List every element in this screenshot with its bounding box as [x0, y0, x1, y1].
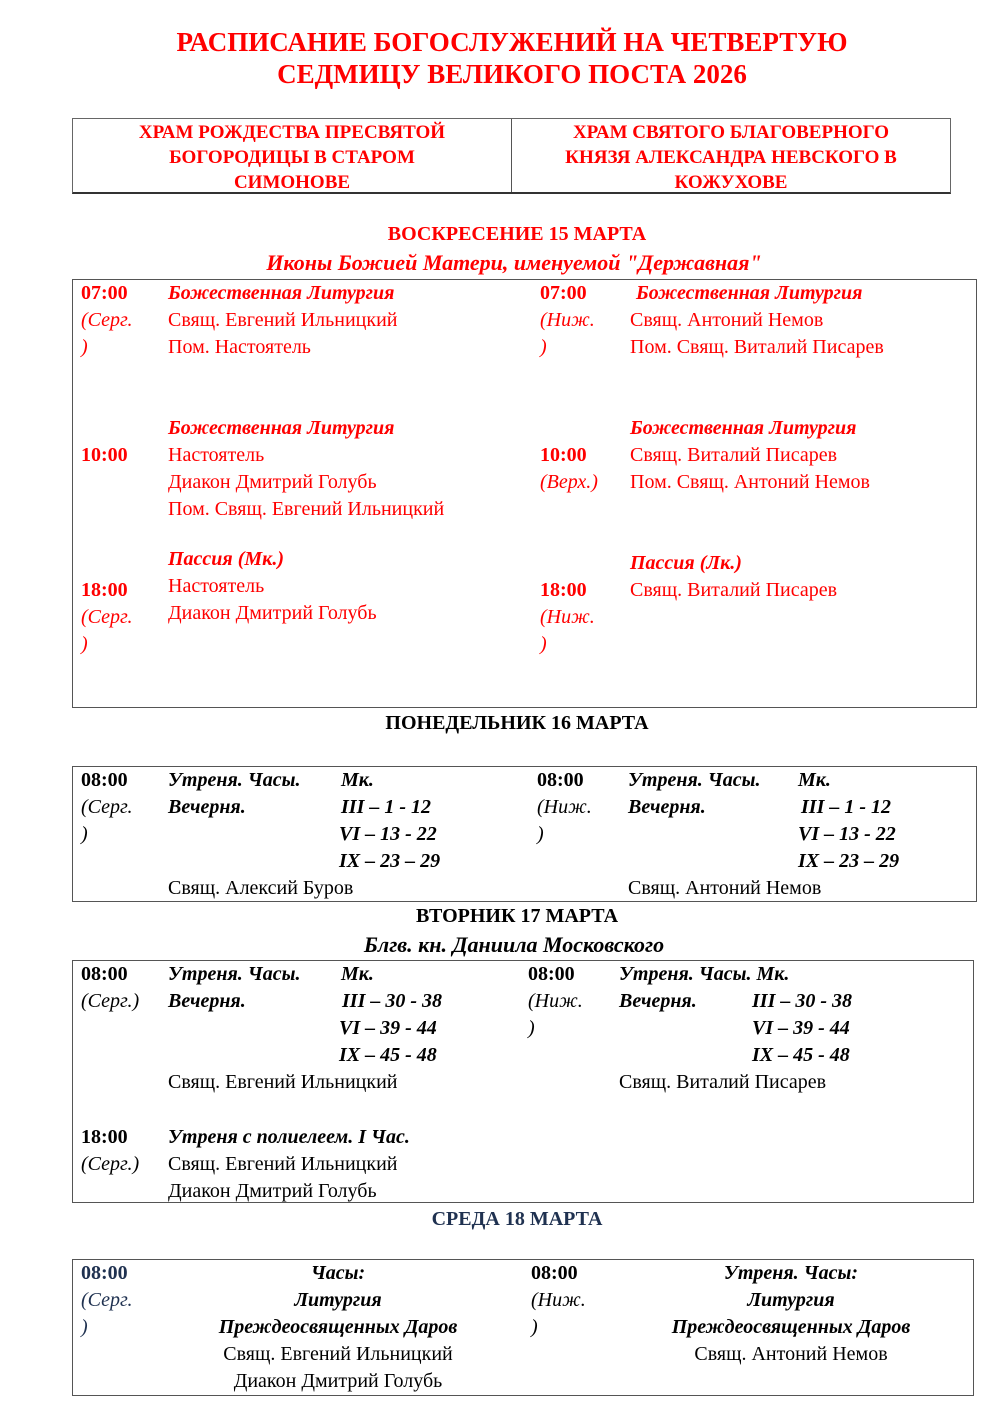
- temple-nativity-simonovo: [73, 119, 511, 192]
- service-location: (Ниж.: [537, 796, 592, 818]
- title-line-2: СЕДМИЦУ ВЕЛИКОГО ПОСТА 2026: [277, 59, 747, 89]
- service-time: 18:00: [81, 1126, 128, 1148]
- service-time: 08:00: [81, 963, 128, 985]
- service-name: Утреня. Часы. Мк.: [619, 963, 790, 985]
- clergy: Диакон Дмитрий Голубь: [168, 471, 377, 493]
- service-name: Пассия (Мк.): [168, 548, 284, 570]
- service-time: 08:00: [81, 769, 128, 791]
- day-heading-wednesday: СРЕДА 18 МАРТА: [431, 1208, 603, 1230]
- temple-alexander-nevsky-kozhukhovo: [511, 119, 950, 192]
- service-entry: [630, 550, 837, 604]
- service-name: Преждеосвященных Даров: [671, 1316, 911, 1338]
- day-heading-sunday: ВОСКРЕСЕНИЕ 15 МАРТА: [387, 223, 647, 245]
- temple-name-line: СИМОНОВЕ: [233, 172, 351, 193]
- clergy: Пом. Свящ. Евгений Ильницкий: [168, 498, 445, 520]
- clergy: Свящ. Алексий Буров: [168, 877, 354, 899]
- clergy: Свящ. Антоний Немов: [694, 1343, 888, 1365]
- service-time: 18:00: [540, 579, 587, 601]
- service-location: (Ниж.: [531, 1289, 586, 1311]
- service-name: Утреня. Часы.: [168, 963, 301, 985]
- service-location-end: ): [81, 823, 88, 845]
- service-time: 08:00: [531, 1262, 578, 1284]
- reading: VI – 39 - 44: [752, 1017, 850, 1039]
- service-name: Утреня. Часы:: [723, 1262, 859, 1284]
- service-location: (Ниж.: [540, 606, 595, 628]
- service-location: (Ниж.: [540, 309, 595, 331]
- clergy: Свящ. Антоний Немов: [630, 309, 824, 331]
- service-entry: [168, 280, 397, 361]
- clergy: Пом. Свящ. Антоний Немов: [630, 471, 870, 493]
- reading: IX – 45 - 48: [339, 1044, 437, 1066]
- reading: VI – 39 - 44: [339, 1017, 437, 1039]
- clergy: Свящ. Евгений Ильницкий: [168, 309, 398, 331]
- temple-name-line: КОЖУХОВЕ: [674, 172, 788, 193]
- service-name: Божественная Литургия: [636, 282, 863, 304]
- service-name: Часы:: [310, 1262, 366, 1284]
- service-name: Преждеосвященных Даров: [218, 1316, 458, 1338]
- clergy: Пом. Свящ. Виталий Писарев: [630, 336, 884, 358]
- service-location: (Ниж.: [528, 990, 583, 1012]
- day-heading-monday: ПОНЕДЕЛЬНИК 16 МАРТА: [385, 712, 649, 734]
- service-location-end: ): [531, 1316, 538, 1338]
- service-location: (Серг.): [81, 1153, 140, 1175]
- clergy: Настоятель: [168, 575, 265, 597]
- clergy: Свящ. Антоний Немов: [628, 877, 822, 899]
- clergy: Свящ. Виталий Писарев: [630, 444, 838, 466]
- temple-name-line: КНЯЗЯ АЛЕКСАНДРА НЕВСКОГО В: [565, 147, 897, 168]
- service-location-end: ): [540, 336, 547, 358]
- clergy: Свящ. Евгений Ильницкий: [168, 1071, 398, 1093]
- service-time: 08:00: [81, 1262, 128, 1284]
- service-name: Вечерня.: [168, 796, 246, 818]
- service-entry: [630, 415, 870, 496]
- clergy: Диакон Дмитрий Голубь: [168, 602, 377, 624]
- temple-name-line: ХРАМ РОЖДЕСТВА ПРЕСВЯТОЙ: [138, 122, 446, 143]
- service-name: Божественная Литургия: [168, 282, 395, 304]
- reading: III – 1 - 12: [801, 796, 892, 818]
- service-time: 08:00: [528, 963, 575, 985]
- reading: IX – 23 – 29: [798, 850, 900, 872]
- service-name: Утреня. Часы.: [628, 769, 761, 791]
- service-name: Литургия: [294, 1289, 382, 1311]
- service-name: Пассия (Лк.): [630, 552, 742, 574]
- service-entry: [620, 1260, 962, 1368]
- service-location-end: ): [540, 633, 547, 655]
- gospel-book: Мк.: [341, 963, 374, 985]
- gospel-book: Мк.: [798, 769, 831, 791]
- clergy: Свящ. Евгений Ильницкий: [168, 1153, 398, 1175]
- clergy: Диакон Дмитрий Голубь: [233, 1370, 443, 1392]
- service-name: Вечерня.: [619, 990, 697, 1012]
- clergy: Свящ. Евгений Ильницкий: [223, 1343, 453, 1365]
- temple-name-line: БОГОРОДИЦЫ В СТАРОМ: [169, 147, 415, 168]
- service-time: 10:00: [540, 444, 587, 466]
- service-entry: [168, 1260, 508, 1395]
- service-entry: [168, 415, 444, 523]
- service-location: (Серг.: [81, 309, 133, 331]
- feast-tuesday: Блгв. кн. Даниила Московского: [363, 932, 665, 957]
- reading: IX – 45 - 48: [752, 1044, 850, 1066]
- service-name: Утреня с полиелеем. I Час.: [168, 1126, 410, 1148]
- service-time: 08:00: [537, 769, 584, 791]
- clergy: Свящ. Виталий Писарев: [630, 579, 838, 601]
- service-location: (Верх.): [540, 471, 598, 493]
- temple-name-line: ХРАМ СВЯТОГО БЛАГОВЕРНОГО: [572, 122, 890, 143]
- service-location-end: ): [528, 1017, 535, 1039]
- clergy: Настоятель: [168, 444, 265, 466]
- reading: III – 30 - 38: [752, 990, 853, 1012]
- service-location: (Серг.: [81, 796, 133, 818]
- service-name: Божественная Литургия: [168, 417, 395, 439]
- service-name: Вечерня.: [628, 796, 706, 818]
- service-location-end: ): [81, 336, 88, 358]
- service-entry: [168, 546, 377, 627]
- service-name: Вечерня.: [168, 990, 246, 1012]
- reading: III – 30 - 38: [342, 990, 443, 1012]
- service-time: 07:00: [540, 282, 587, 304]
- reading: IX – 23 – 29: [339, 850, 441, 872]
- service-location-end: ): [81, 633, 88, 655]
- service-location: (Серг.: [81, 1289, 133, 1311]
- service-location: (Серг.): [81, 990, 140, 1012]
- service-name: Литургия: [747, 1289, 835, 1311]
- reading: VI – 13 - 22: [339, 823, 437, 845]
- service-time: 18:00: [81, 579, 128, 601]
- service-location: (Серг.: [81, 606, 133, 628]
- clergy: Диакон Дмитрий Голубь: [168, 1180, 377, 1202]
- title-line-1: РАСПИСАНИЕ БОГОСЛУЖЕНИЙ НА ЧЕТВЕРТУЮ: [176, 27, 848, 57]
- service-location-end: ): [537, 823, 544, 845]
- service-entry: [630, 280, 884, 361]
- service-time: 10:00: [81, 444, 128, 466]
- page-title: [0, 26, 1000, 90]
- clergy: Пом. Настоятель: [168, 336, 311, 358]
- service-name: Утреня. Часы.: [168, 769, 301, 791]
- gospel-readings: [339, 961, 442, 1069]
- reading: III – 1 - 12: [341, 796, 432, 818]
- service-entry: [168, 1124, 410, 1205]
- temples-header-table: [72, 118, 951, 194]
- reading: VI – 13 - 22: [798, 823, 896, 845]
- service-name: Божественная Литургия: [630, 417, 857, 439]
- gospel-book: Мк.: [341, 769, 374, 791]
- service-location-end: ): [81, 1316, 88, 1338]
- gospel-readings: [339, 767, 440, 875]
- gospel-readings: [798, 767, 899, 875]
- feast-sunday: Иконы Божией Матери, именуемой "Державная": [266, 250, 762, 275]
- service-time: 07:00: [81, 282, 128, 304]
- gospel-readings: [752, 988, 852, 1069]
- day-heading-tuesday: ВТОРНИК 17 МАРТА: [415, 905, 619, 927]
- clergy: Свящ. Виталий Писарев: [619, 1071, 827, 1093]
